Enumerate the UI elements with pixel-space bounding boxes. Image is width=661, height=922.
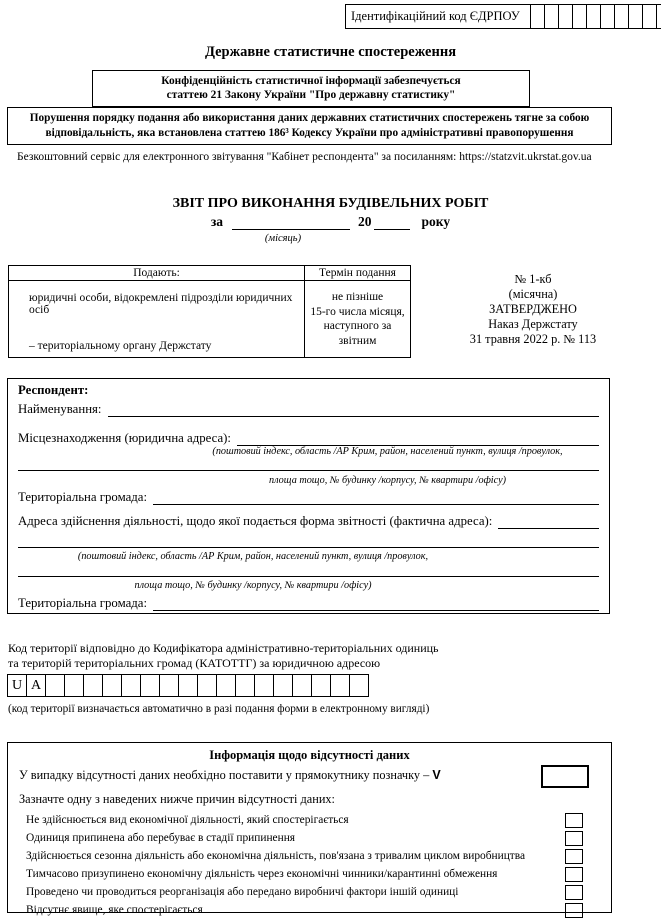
reason-text: Одиниця припинена або перебуває в стадії припинення: [26, 832, 296, 844]
submitters-cell: [9, 281, 305, 357]
katottg-code-cell[interactable]: [197, 674, 217, 697]
actual-address-label: Адреса здійснення діяльності, щодо якої подається форма звітності (фактична адреса):: [18, 514, 493, 528]
reason-row: [8, 865, 611, 883]
actual-address-row: [18, 514, 599, 529]
order-date: 31 травня 2022 р. № 113: [469, 332, 597, 346]
community-label-2: Територіальна громада:: [18, 596, 148, 610]
community-label-1: Територіальна громада:: [18, 490, 148, 504]
deadline-line: наступного за: [323, 320, 392, 332]
period-suffix: року: [421, 214, 451, 229]
reason-row: [8, 883, 611, 901]
confidentiality-notice: [92, 70, 530, 107]
katottg-code-cell[interactable]: [254, 674, 274, 697]
edrpou-digit-cell[interactable]: [614, 4, 629, 29]
katottg-code-cell[interactable]: [121, 674, 141, 697]
choose-reason-text: Зазначте одну з наведених нижче причин відсутності даних:: [19, 792, 335, 806]
no-data-mark: V: [432, 768, 441, 782]
katottg-code-cell[interactable]: [45, 674, 65, 697]
katottg-code-cell[interactable]: [140, 674, 160, 697]
katottg-code-cell[interactable]: [178, 674, 198, 697]
respondent-name-row: [18, 402, 599, 417]
name-label: Найменування:: [18, 402, 102, 416]
katottg-code-cells: [8, 674, 369, 697]
reason-row: [8, 901, 611, 919]
report-period: [0, 214, 661, 230]
legal-address-label: Місцезнаходження (юридична адреса):: [18, 431, 231, 445]
edrpou-digit-cell[interactable]: [628, 4, 643, 29]
katottg-code-cell[interactable]: [273, 674, 293, 697]
submission-table-header: [9, 266, 410, 281]
legal-address-hint-2: площа тощо, № будинку /корпусу, № квартири /офісу): [269, 475, 506, 486]
observation-title: Державне статистичне спостереження: [204, 44, 457, 60]
name-input-line[interactable]: [108, 402, 600, 417]
katottg-code-cell[interactable]: [235, 674, 255, 697]
edrpou-digit-cell[interactable]: [642, 4, 657, 29]
recipient-text: – територіальному органу Держстату: [29, 340, 212, 352]
katottg-label: [8, 641, 439, 671]
reason-text: Тимчасово призупинено економічну діяльність через економічні чинники/карантинні обмеження: [26, 868, 498, 880]
actual-address-input-line-3[interactable]: [18, 576, 599, 577]
respondent-section: [7, 378, 610, 614]
deadline-header-cell: Термін подання: [319, 267, 396, 279]
no-data-instruction-text: У випадку відсутності даних необхідно поставити у прямокутнику позначку –: [19, 768, 430, 782]
actual-address-input-line-2[interactable]: [18, 547, 599, 548]
legal-address-hint-1: (поштовий індекс, область /АР Крим, район, населений пункт, вулиця /провулок,: [212, 446, 563, 457]
reason-checkbox-2[interactable]: [565, 831, 583, 846]
community-row-2: [18, 596, 599, 611]
legal-address-input-line[interactable]: [237, 431, 599, 446]
katottg-code-cell[interactable]: [83, 674, 103, 697]
katottg-code-cell[interactable]: [102, 674, 122, 697]
reason-row: [8, 829, 611, 847]
community-row-1: [18, 490, 599, 505]
edrpou-digit-cell[interactable]: [558, 4, 573, 29]
edrpou-digit-cell[interactable]: [600, 4, 615, 29]
form-code: № 1-кб: [514, 272, 552, 286]
katottg-code-cell[interactable]: [159, 674, 179, 697]
violation-line-1: Порушення порядку подання або використання даних державних статистичних спостережень тягне за собою: [29, 112, 590, 124]
no-data-instruction: [19, 768, 441, 783]
edrpou-digit-cell[interactable]: [572, 4, 587, 29]
submitters-text: юридичні особи, відокремлені підрозділи юридичних осіб: [29, 292, 293, 316]
reasons-list: [8, 811, 611, 919]
month-input-line[interactable]: [232, 215, 350, 230]
katottg-code-cell[interactable]: [311, 674, 331, 697]
edrpou-digit-cell[interactable]: [530, 4, 545, 29]
reason-text: Здійснюється сезонна діяльність або економічна діяльність, пов'язана з тривалим циклом виробництва: [26, 850, 526, 862]
confidentiality-line-1: Конфіденційність статистичної інформації забезпечується: [161, 75, 461, 87]
report-title: ЗВІТ ПРО ВИКОНАННЯ БУДІВЕЛЬНИХ РОБІТ: [172, 196, 489, 211]
katottg-code-cell[interactable]: [330, 674, 350, 697]
reason-checkbox-6[interactable]: [565, 903, 583, 918]
katottg-label-line-2: та територій територіальних громад (КАТОТТГ) за юридичною адресою: [8, 656, 381, 670]
katottg-code-cell[interactable]: [349, 674, 369, 697]
violation-line-2: відповідальність, яка встановлена статтею 186³ Кодексу України про адміністративні правопорушення: [45, 126, 574, 139]
approved-label: ЗАТВЕРДЖЕНО: [489, 302, 577, 316]
katottg-prefix-cell-u: U: [7, 674, 27, 697]
reason-text: Не здійснюється вид економічної діяльності, який спостерігається: [26, 814, 349, 826]
submit-header-cell: Подають:: [9, 266, 305, 280]
confidentiality-line-2: статтею 21 Закону України "Про державну статистику": [166, 89, 456, 101]
community-input-line-2[interactable]: [153, 596, 599, 611]
respondent-title: Респондент:: [18, 383, 89, 397]
actual-address-hint-1: (поштовий індекс, область /АР Крим, район, населений пункт, вулиця /провулок,: [77, 551, 429, 562]
submission-table: [8, 265, 411, 358]
eservice-note: Безкоштовний сервіс для електронного звітування "Кабінет респондента" за посиланням: https://statzvit.ukrstat.gov.ua: [17, 151, 592, 163]
edrpou-code-cells: [531, 4, 661, 29]
no-data-title: Інформація щодо відсутності даних: [209, 748, 410, 762]
edrpou-label: Ідентифікаційний код ЄДРПОУ: [345, 4, 531, 29]
deadline-line: не пізніше: [331, 291, 384, 303]
reason-row: [8, 847, 611, 865]
no-data-checkbox[interactable]: [541, 765, 589, 788]
actual-address-hint-2: площа тощо, № будинку /корпусу, № квартири /офісу): [134, 580, 372, 591]
edrpou-digit-cell[interactable]: [656, 4, 661, 29]
reason-text: Проведено чи проводиться реорганізація або передано виробничі фактори іншій одиниці: [26, 886, 459, 898]
month-hint: (місяць): [264, 233, 302, 244]
edrpou-digit-cell[interactable]: [586, 4, 601, 29]
no-data-section: [7, 742, 612, 916]
reason-checkbox-5[interactable]: [565, 885, 583, 900]
deadline-cell: [305, 281, 410, 357]
katottg-code-cell[interactable]: [216, 674, 236, 697]
period-prefix: за: [210, 214, 224, 229]
community-input-line-1[interactable]: [153, 490, 599, 505]
approval-block: [433, 272, 633, 347]
deadline-line: звітним: [338, 334, 377, 347]
legal-address-row: [18, 431, 599, 446]
edrpou-block: [345, 4, 661, 29]
katottg-auto-note: (код території визначається автоматично в разі подання форми в електронному вигляді): [8, 703, 430, 715]
katottg-prefix-cell-a: A: [26, 674, 46, 697]
katottg-label-line-1: Код території відповідно до Кодифікатора адміністративно-територіальних одиниць: [8, 641, 439, 655]
violation-notice: [7, 107, 612, 145]
reason-checkbox-4[interactable]: [565, 867, 583, 882]
form-periodicity: (місячна): [508, 287, 558, 301]
reason-text: Відсутнє явище, яке спостерігається: [26, 904, 203, 916]
katottg-code-cell[interactable]: [64, 674, 84, 697]
order-by: Наказ Держстату: [488, 317, 578, 331]
year-input-line[interactable]: [374, 215, 410, 230]
katottg-code-cell[interactable]: [292, 674, 312, 697]
reason-checkbox-3[interactable]: [565, 849, 583, 864]
deadline-line: 15-го числа місяця,: [310, 305, 405, 318]
legal-address-input-line-2[interactable]: [18, 470, 599, 471]
edrpou-digit-cell[interactable]: [544, 4, 559, 29]
reason-checkbox-1[interactable]: [565, 813, 583, 828]
submission-table-body: [9, 281, 410, 357]
actual-address-input-line[interactable]: [498, 514, 599, 529]
year-prefix: 20: [358, 214, 372, 229]
reason-row: [8, 811, 611, 829]
